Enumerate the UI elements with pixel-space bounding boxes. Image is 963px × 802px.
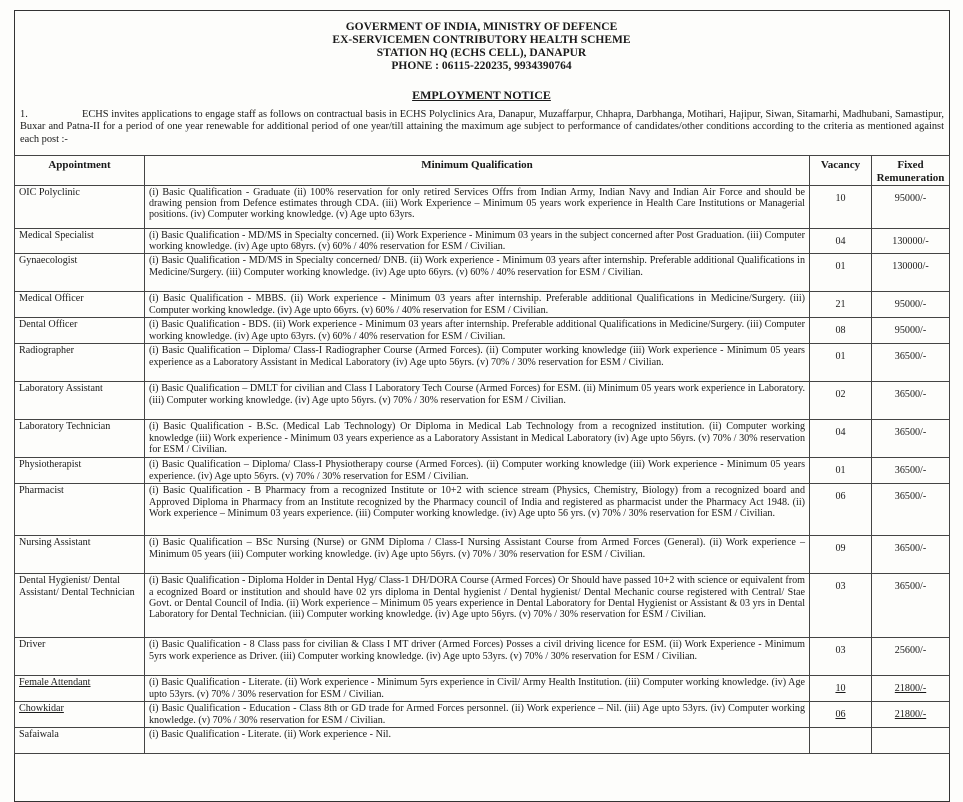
table-row [15,536,950,574]
vacancy-cell: 08 [810,318,872,344]
table-row [15,229,950,254]
appointment-cell: Nursing Assistant [15,536,145,574]
table-row [15,292,950,318]
appointment-cell: Pharmacist [15,484,145,536]
header-remuneration: Fixed Remuneration [872,156,950,186]
header-qualification: Minimum Qualification [145,156,810,186]
header-vacancy: Vacancy [810,156,872,186]
qualification-cell: (i) Basic Qualification – Diploma/ Class-I Physiotherapy course (Armed Forces). (ii) Computer working knowledge (iii) Work experience - Minimum 05 years experience. (iv) Age upto 56yrs. (v) 70% / 30% reservation for ESM / Civilian. [145,458,810,484]
table-row [15,484,950,536]
table-row [15,186,950,229]
table-header-row [15,156,950,186]
qualification-cell: (i) Basic Qualification - MD/MS in Specialty concerned. (ii) Work Experience - Minimum 03 years in the subject concerned after Post Graduation. (iii) Computer working knowledge. (iv) Age upto 68yrs. (v) 60% / 40% reservation for ESM / Civilian. [145,229,810,254]
table-row [15,676,950,702]
table-row [15,344,950,382]
remuneration-cell [872,728,950,754]
vacancy-cell: 01 [810,458,872,484]
qualification-cell: (i) Basic Qualification - Diploma Holder in Dental Hyg/ Class-1 DH/DORA Course (Armed Forces) Or Should have passed 10+2 with science or equivalent from a ecognized Board or institution and should have 02 yrs diploma in Dental hygienist / Dental hygienist/ Dental Mechanic course registered with Central/ Stae Govt. or Dental Council of India. (ii) Work experience – Minimum 05 years experience in Dental Laboratory for Dental Hygienist or Assistant & 03 yrs in Dental Laboratory for Dental Technician. (iii) Computer working knowledge. (iv) Age upto 56yrs. (v) 70% / 30% reservation for ESM / Civilian. [145,574,810,638]
remuneration-cell: 36500/- [872,344,950,382]
appointment-cell: Driver [15,638,145,676]
appointment-cell: Radiographer [15,344,145,382]
vacancy-cell: 01 [810,344,872,382]
header-station: STATION HQ (ECHS CELL), DANAPUR [376,47,587,59]
intro-text: ECHS invites applications to engage staff as follows on contractual basis in ECHS Polyclinics Ara, Danapur, Muzaffarpur, Chhapra, Darbhanga, Motihari, Hajipur, Siwan, Sitamarhi, Madhubani, Samastipur, Buxar and Patna-II for a period of one year renewable for additional period of one year/till attaining the maximum age subject to performance of candidates/other conditions according to the criteria as mentioned against each post :- [20,109,944,145]
vacancy-cell: 06 [810,484,872,536]
qualification-cell: (i) Basic Qualification - B Pharmacy from a recognized Institute or 10+2 with science stream (Physics, Chemistry, Biology) from a recognized board and Approved Diploma in Pharmacy from an Institute recognized by the Pharmacy council of India and registered as pharmacist under the Pharmacy Act 1948. (ii) Work experience – Minimum 03 years experience. (iii) Computer working knowledge. (iv) Age upto 56 yrs. (v) 70% / 30% reservation for ESM / Civilian. [145,484,810,536]
appointment-cell: Gynaecologist [15,254,145,292]
qualification-cell: (i) Basic Qualification – DMLT for civilian and Class I Laboratory Tech Course (Armed Forces) for ESM. (ii) Minimum 05 years work experience in Laboratory. (iii) Computer working knowledge. (iv) Age upto 56yrs. (v) 70% / 30% reservation for ESM / Civilian. [145,382,810,420]
table-row [15,702,950,728]
remuneration-cell: 95000/- [872,186,950,229]
appointment-cell: Laboratory Assistant [15,382,145,420]
vacancy-cell: 01 [810,254,872,292]
vacancy-cell: 03 [810,638,872,676]
remuneration-cell: 36500/- [872,574,950,638]
table-row [15,420,950,458]
remuneration-cell: 36500/- [872,420,950,458]
vacancy-cell [810,728,872,754]
qualification-cell: (i) Basic Qualification - 8 Class pass for civilian & Class I MT driver (Armed Forces) Posses a civil driving licence for ESM. (ii) Work Experience - Minimum 5yrs work experience as Driver. (iii) Computer working knowledge. (iv) Age upto 53yrs. (v) 70% / 30% reservation for ESM / Civilian. [145,638,810,676]
appointment-cell: Medical Specialist [15,229,145,254]
vacancy-cell: 10 [810,676,872,702]
notice-title: EMPLOYMENT NOTICE [412,88,551,102]
header-appointment: Appointment [15,156,145,186]
vacancy-cell: 06 [810,702,872,728]
vacancy-table [14,155,950,754]
remuneration-cell: 36500/- [872,458,950,484]
appointment-cell: Dental Officer [15,318,145,344]
appointment-cell: Safaiwala [15,728,145,754]
remuneration-cell: 25600/- [872,638,950,676]
qualification-cell: (i) Basic Qualification - B.Sc. (Medical Lab Technology) Or Diploma in Medical Lab Technology from a recognized institution. (ii) Computer working knowledge (iii) Work experience - Minimum 03 years experience as a Laboratory Assistant in Medical Laboratory (iv) Age upto 56yrs. (v) 70% / 30% reservation for ESM / Civilian. [145,420,810,458]
appointment-cell: Laboratory Technician [15,420,145,458]
remuneration-cell: 130000/- [872,254,950,292]
remuneration-cell: 36500/- [872,536,950,574]
vacancy-cell: 04 [810,420,872,458]
header-phone: PHONE : 06115-220235, 9934390764 [391,60,572,72]
vacancy-cell: 09 [810,536,872,574]
qualification-cell: (i) Basic Qualification – BSc Nursing (Nurse) or GNM Diploma / Class-I Nursing Assistant Course from Armed Forces (General). (ii) Work experience – Minimum 05 years (iii) Computer working knowledge. (iv) Age upto 56yrs. (v) 70% / 30% reservation for ESM / Civilian. [145,536,810,574]
remuneration-cell: 95000/- [872,292,950,318]
table-row [15,638,950,676]
header-scheme: EX-SERVICEMEN CONTRIBUTORY HEALTH SCHEME [332,34,631,46]
qualification-cell: (i) Basic Qualification – Diploma/ Class-I Radiographer Course (Armed Forces). (ii) Computer working knowledge (iii) Work experience - Minimum 05 years experience as a Laboratory Assistant in Medical Laboratory (iv) Age upto 56yrs. (v) 70% / 30% reservation for ESM / Civilian. [145,344,810,382]
qualification-cell: (i) Basic Qualification - MBBS. (ii) Work experience - Minimum 03 years after internship. Preferable additional Qualifications in Medicine/Surgery. (iii) Computer working knowledge. (iv) Age upto 66yrs. (v) 60% / 40% reservation for ESM / Civilian. [145,292,810,318]
appointment-cell: Dental Hygienist/ Dental Assistant/ Dental Technician [15,574,145,638]
vacancy-cell: 02 [810,382,872,420]
intro-number: 1. [20,109,28,120]
table-row [15,382,950,420]
remuneration-cell: 36500/- [872,484,950,536]
vacancy-cell: 21 [810,292,872,318]
vacancy-cell: 03 [810,574,872,638]
table-row [15,458,950,484]
qualification-cell: (i) Basic Qualification - MD/MS in Specialty concerned/ DNB. (ii) Work experience - Minimum 03 years after internship. Preferable additional Qualifications in Medicine/Surgery. (iii) Computer working knowledge. (iv) Age upto 66yrs. (v) 60% / 40% reservation for ESM / Civilian. [145,254,810,292]
table-row [15,574,950,638]
qualification-cell: (i) Basic Qualification - BDS. (ii) Work experience - Minimum 03 years after internship. Preferable additional Qualifications in Medicine/Surgery. (iii) Computer working knowledge. (iv) Age upto 63yrs. (v) 60% / 40% reservation for ESM / Civilian. [145,318,810,344]
remuneration-cell: 36500/- [872,382,950,420]
qualification-cell: (i) Basic Qualification - Literate. (ii) Work experience - Minimum 5yrs experience in Civil/ Army Health Institution. (iii) Computer working knowledge. (iv) Age upto 53yrs. (v) 70% / 30% reservation for ESM / Civilian. [145,676,810,702]
remuneration-cell: 95000/- [872,318,950,344]
appointment-cell: Chowkidar [15,702,145,728]
table-row [15,254,950,292]
intro-paragraph [20,109,944,146]
qualification-cell: (i) Basic Qualification - Graduate (ii) 100% reservation for only retired Services Offrs from Indian Army, Indian Navy and Indian Air Force and should be drawing pension from Defence estimates through CDA. (iii) Work Experience – Minimum 05 years work experience in Health Care Institutions or Managerial positions. (iv) Computer working knowledge. (v) Age upto 63yrs. [145,186,810,229]
appointment-cell: Female Attendant [15,676,145,702]
qualification-cell: (i) Basic Qualification - Education - Class 8th or GD trade for Armed Forces personnel. (ii) Work experience – Nil. (iii) Age upto 53yrs. (iv) Computer working knowledge. (v) 70% / 30% reservation for ESM / Civilian. [145,702,810,728]
vacancy-cell: 04 [810,229,872,254]
appointment-cell: Physiotherapist [15,458,145,484]
remuneration-cell: 130000/- [872,229,950,254]
appointment-cell: OIC Polyclinic [15,186,145,229]
table-row [15,728,950,754]
remuneration-cell: 21800/- [872,676,950,702]
vacancy-cell: 10 [810,186,872,229]
qualification-cell: (i) Basic Qualification - Literate. (ii) Work experience - Nil. [145,728,810,754]
header-ministry: GOVERMENT OF INDIA, MINISTRY OF DEFENCE [345,21,618,33]
table-row [15,318,950,344]
remuneration-cell: 21800/- [872,702,950,728]
appointment-cell: Medical Officer [15,292,145,318]
